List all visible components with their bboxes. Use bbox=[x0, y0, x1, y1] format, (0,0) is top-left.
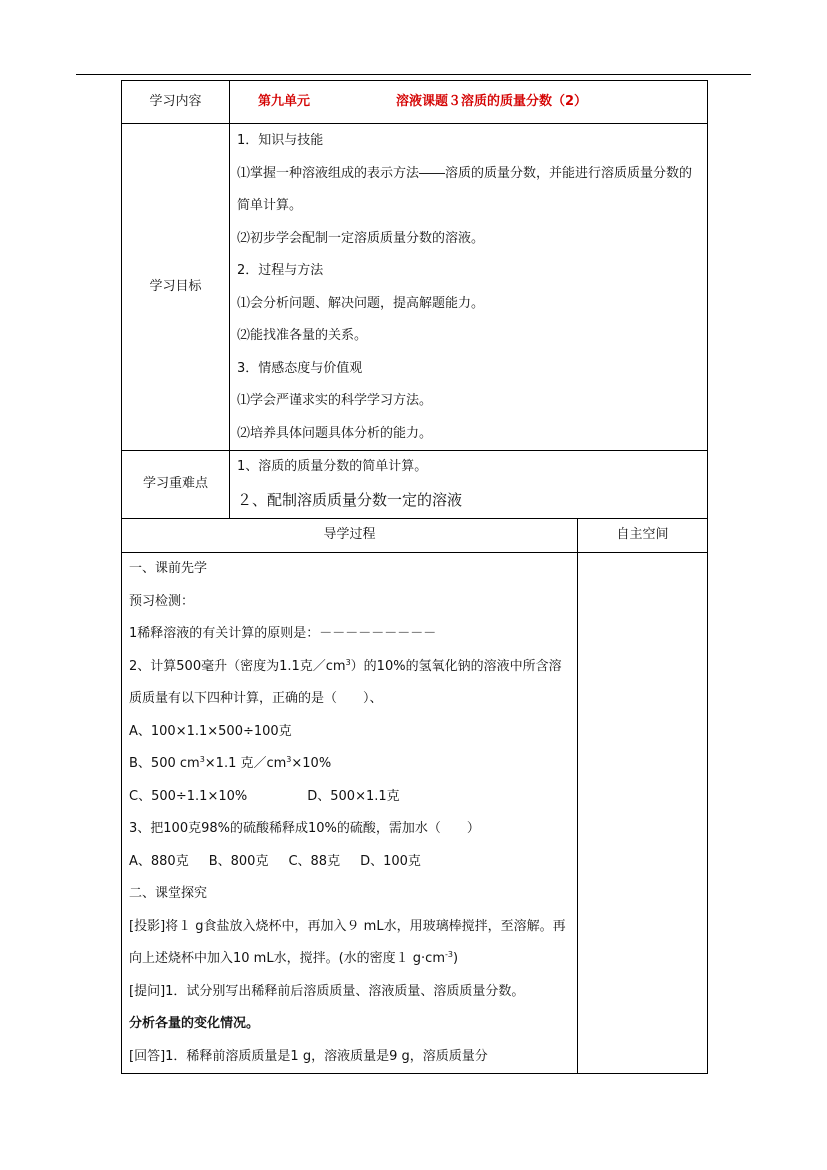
option-c: C、500÷1.1×10% bbox=[129, 788, 248, 804]
key-points-content bbox=[230, 451, 708, 519]
goals-content bbox=[230, 124, 708, 451]
goal-line: ⑴会分析问题、解决问题，提高解题能力。 bbox=[237, 295, 485, 311]
label-key-points: 学习重难点 bbox=[122, 451, 230, 519]
label-learning-content: 学习内容 bbox=[122, 81, 230, 124]
title-unit: 第九单元 bbox=[258, 93, 311, 109]
goal-line: ⑴掌握一种溶液组成的表示方法――溶质的质量分数，并能进行溶质质量分数的简单计算。 bbox=[237, 165, 693, 213]
option-d: D、500×1.1克 bbox=[307, 788, 400, 804]
q3-option-b: B、800克 bbox=[208, 853, 269, 869]
row-section-headers bbox=[122, 519, 708, 553]
row-body bbox=[122, 553, 708, 1074]
row-learning-content bbox=[122, 81, 708, 124]
option-b-text: B、500 cm bbox=[129, 756, 200, 771]
goal-line: 3．情感态度与价值观 bbox=[237, 360, 363, 376]
lesson-plan-table bbox=[121, 80, 708, 1074]
header-rule bbox=[76, 74, 751, 75]
question-2-text: 2、计算500毫升（密度为1.1克／cm bbox=[129, 658, 346, 674]
q3-option-a: A、880克 bbox=[129, 853, 189, 869]
section-heading: 一、课前先学 bbox=[129, 561, 208, 576]
option-b-text: ×10% bbox=[291, 756, 332, 771]
question-2 bbox=[129, 651, 571, 716]
lesson-title bbox=[230, 81, 708, 124]
goal-line: ⑵培养具体问题具体分析的能力。 bbox=[237, 425, 433, 441]
projection-text-end: ) bbox=[452, 951, 459, 966]
answer-text: [回答]1．稀释前溶质质量是1 g，溶液质量是9 g，溶质质量分 bbox=[129, 1048, 488, 1064]
goal-line: 2．过程与方法 bbox=[237, 263, 324, 278]
subheading: 预习检测： bbox=[129, 593, 195, 609]
guide-process-content bbox=[122, 553, 578, 1074]
label-learning-goals: 学习目标 bbox=[122, 124, 230, 451]
goal-line: ⑴学会严谨求实的科学学习方法。 bbox=[237, 393, 433, 408]
row-learning-goals bbox=[122, 124, 708, 451]
projection-text bbox=[129, 911, 571, 976]
superscript: -3 bbox=[444, 950, 453, 959]
superscript: 3 bbox=[345, 657, 351, 667]
guide-process-header: 导学过程 bbox=[122, 519, 578, 553]
option-b bbox=[129, 748, 571, 781]
question-2-text: ）的10%的氢氧化钠的溶液中所含溶质质量有以下四种计算，正确的是（ ）、 bbox=[129, 658, 562, 706]
option-b-text: ×1.1 克／cm bbox=[204, 756, 287, 771]
superscript: 3 bbox=[199, 755, 205, 764]
superscript: 3 bbox=[286, 755, 292, 764]
section-heading: 二、课堂探究 bbox=[129, 886, 208, 901]
key-point-line: 1、溶质的质量分数的简单计算。 bbox=[237, 459, 428, 474]
self-space-content bbox=[578, 553, 708, 1074]
q3-option-d: D、100克 bbox=[360, 853, 421, 869]
analyze-text: 分析各量的变化情况。 bbox=[129, 1016, 260, 1031]
row-key-points bbox=[122, 451, 708, 519]
option-a: A、100×1.1×500÷100克 bbox=[129, 723, 292, 739]
projection-text-main: [投影]将１ g食盐放入烧杯中，再加入９ mL水，用玻璃棒搅拌，至溶解。再向上述烧杯中加入10 mL水，搅拌。(水的密度１ g·cm bbox=[129, 918, 566, 966]
question-1: 1稀释溶液的有关计算的原则是：－－－－－－－－－ bbox=[129, 626, 437, 641]
goal-line: 1．知识与技能 bbox=[237, 133, 324, 148]
question-3-options bbox=[129, 846, 571, 879]
key-point-line: ２、配制溶质质量分数一定的溶液 bbox=[237, 490, 463, 509]
goal-line: ⑵初步学会配制一定溶质质量分数的溶液。 bbox=[237, 230, 485, 246]
goal-line: ⑵能找准各量的关系。 bbox=[237, 328, 368, 343]
self-space-header: 自主空间 bbox=[578, 519, 708, 553]
options-c-d bbox=[129, 781, 571, 814]
ask-text: [提问]1．试分别写出稀释前后溶质质量、溶液质量、溶质质量分数。 bbox=[129, 983, 525, 999]
title-topic: 溶液课题３溶质的质量分数（2） bbox=[396, 93, 588, 109]
question-3: 3、把100克98%的硫酸稀释成10%的硫酸，需加水（ ） bbox=[129, 821, 480, 836]
q3-option-c: C、88克 bbox=[288, 853, 341, 869]
